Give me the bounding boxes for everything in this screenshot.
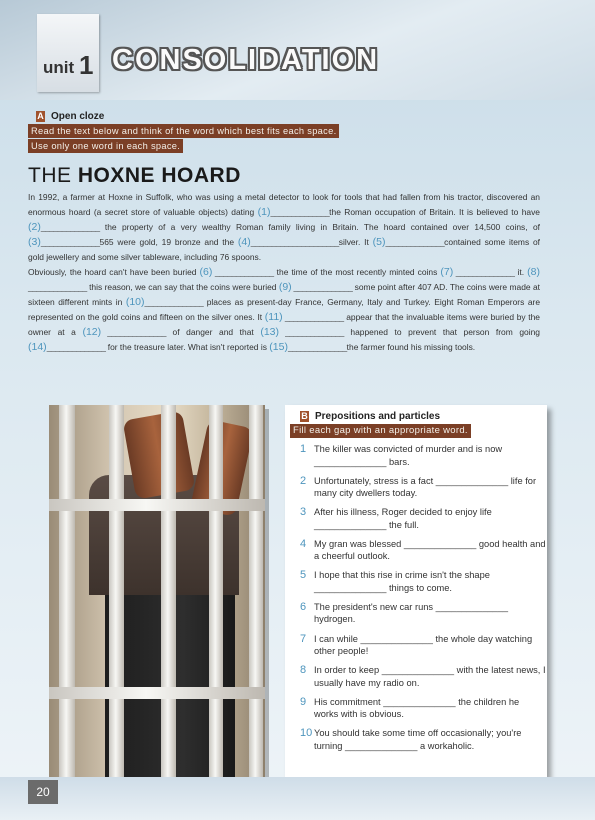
section-a-instruction-1: Read the text below and think of the word which best fits each space.	[28, 124, 339, 138]
exercise-item	[296, 538, 546, 563]
gap-number: (13)	[260, 326, 280, 339]
exercise-item	[296, 633, 546, 658]
prisoner-hand	[123, 410, 196, 499]
prison-bars-photo	[49, 405, 265, 777]
section-a-instruction-2: Use only one word in each space.	[28, 139, 183, 153]
page-title: CONSOLIDATION	[112, 44, 380, 76]
gap-number: (10)	[125, 296, 145, 309]
section-b-header	[300, 411, 440, 422]
exercise-item-number: 6	[300, 600, 307, 613]
exercise-item-text: My gran was blessed ______________ good health and a cheerful outlook.	[314, 538, 546, 562]
answer-gap: ______________	[453, 267, 515, 278]
gap-number: (9)	[278, 281, 292, 294]
gap-number: (4)	[237, 236, 251, 249]
answer-gap: ______________	[46, 342, 106, 353]
gap-number: (12)	[82, 326, 102, 339]
answer-gap: ______________	[385, 237, 445, 248]
article-title-part2: HOXNE HOARD	[77, 164, 241, 187]
text-run: Obviously, the hoard can't have been buried	[28, 267, 200, 278]
answer-gap: ______________	[40, 222, 100, 233]
exercise-item-text: The killer was convicted of murder and is now ______________ bars.	[314, 444, 503, 467]
gap-number: (6)	[199, 266, 213, 279]
exercise-item-number: 2	[300, 474, 307, 487]
exercise-item-number: 5	[300, 569, 307, 582]
exercise-item	[296, 475, 546, 500]
cloze-paragraph-2	[28, 265, 540, 355]
exercise-item-number: 9	[300, 695, 307, 708]
prison-bar	[161, 405, 176, 777]
text-run: silver. It	[338, 237, 373, 248]
exercise-item	[296, 443, 546, 468]
text-run: 565 were gold, 19 bronze and the	[99, 237, 238, 248]
text-run: it.	[514, 267, 528, 278]
text-run: some point after 407 AD. The coins were made at sixteen different mints in	[28, 282, 540, 308]
answer-gap: ______________	[40, 237, 100, 248]
gap-number: (11)	[264, 311, 283, 324]
exercise-item-text: His commitment ______________ the children he works with is obvious.	[314, 696, 520, 720]
text-run: In 1992, a farmer at Hoxne in Suffolk, who was using a metal detector to look for tools that had fallen from his tractor, discovered an enormous hoard (a secret store of valuable objects) dating	[28, 192, 540, 218]
exercise-item-text: I can while ______________ the whole day watching other people!	[314, 633, 533, 657]
section-a-heading: Open cloze	[51, 111, 105, 122]
article-title-part1: THE	[28, 164, 78, 187]
exercise-item	[296, 696, 546, 721]
exercise-item	[296, 727, 546, 752]
exercise-item-text: After his illness, Roger decided to enjoy life ______________ the full.	[314, 507, 492, 530]
answer-gap: ______________	[282, 312, 344, 323]
gap-number: (8)	[527, 266, 540, 279]
exercise-item-number: 3	[300, 506, 307, 519]
answer-gap: ______________	[270, 207, 330, 218]
exercise-item	[296, 664, 546, 689]
answer-gap: ______________	[287, 342, 347, 353]
prison-bar	[209, 405, 223, 777]
answer-gap: _____________________	[250, 237, 339, 248]
prison-bar	[59, 405, 75, 777]
exercise-item-number: 1	[300, 443, 307, 455]
article-title	[28, 164, 241, 188]
page-number: 20	[28, 780, 58, 804]
footer-band	[0, 777, 595, 820]
text-run: places as present-day France, Germany, Italy and Turkey. Eight Roman Emperors are represented on the gold coins and fifteen on the silver ones. It	[28, 297, 541, 323]
gap-number: (1)	[257, 206, 271, 219]
exercise-item	[296, 569, 546, 594]
text-run: this reason, we can say that the coins were buried	[86, 282, 279, 293]
unit-word: unit	[43, 58, 75, 77]
gap-number: (15)	[269, 341, 288, 354]
section-a-header	[36, 111, 104, 122]
exercise-item-number: 4	[300, 537, 307, 550]
cloze-text	[28, 190, 540, 356]
gap-number: (7)	[440, 266, 454, 279]
gap-number: (2)	[28, 221, 41, 234]
cloze-paragraph-1	[28, 190, 540, 265]
text-run: the time of the most recently minted coins	[273, 267, 441, 278]
answer-gap: ______________	[28, 282, 87, 293]
section-b-letter: B	[301, 411, 308, 421]
section-a-letter: A	[37, 111, 44, 121]
text-run: of danger and that	[165, 327, 261, 338]
answer-gap: ______________	[291, 282, 353, 293]
answer-gap: ______________	[101, 327, 166, 338]
gap-number: (14)	[28, 341, 47, 354]
exercise-item-text: In order to keep ______________ with the latest news, I usually have my radio on.	[314, 665, 546, 688]
exercise-item	[296, 601, 546, 626]
exercise-item	[296, 506, 546, 531]
header-banner	[0, 0, 595, 100]
exercise-item-number: 8	[300, 664, 307, 677]
text-run: the farmer found his missing tools.	[346, 342, 476, 353]
section-b-list	[296, 443, 546, 759]
prison-bar	[109, 405, 124, 777]
exercise-item-number: 10	[300, 727, 313, 740]
text-run: appear that the invaluable items were buried by the owner at a	[28, 312, 541, 338]
answer-gap: ______________	[144, 297, 204, 308]
prison-crossbar	[49, 687, 265, 699]
exercise-item-number: 7	[300, 632, 307, 645]
section-b-heading: Prepositions and particles	[315, 411, 441, 422]
exercise-item-text: Unfortunately, stress is a fact ______________ life for many city dwellers today.	[314, 475, 537, 499]
gap-number: (5)	[372, 236, 386, 249]
exercise-item-text: You should take some time off occasionally; you're turning ______________ a workaholic.	[314, 728, 522, 751]
section-b-instruction: Fill each gap with an appropriate word.	[290, 424, 471, 438]
prison-crossbar	[49, 499, 265, 511]
text-run: the property of a very wealthy Roman family living in Britain. The hoard contained over 14,500 coins, of	[99, 222, 540, 233]
answer-gap: ______________	[212, 267, 274, 278]
unit-number: 1	[79, 50, 94, 80]
text-run: for the treasure later. What isn't reported is	[105, 342, 270, 353]
gap-number: (3)	[28, 236, 41, 249]
text-run: happened to prevent that person from going	[343, 327, 540, 338]
text-run: contained some items of gold jewellery and some silver tableware, including 76 spoons.	[28, 237, 541, 263]
answer-gap: ______________	[279, 327, 344, 338]
exercise-item-text: I hope that this rise in crime isn't the shape ______________ things to come.	[314, 570, 490, 593]
prison-bar	[249, 405, 263, 777]
exercise-item-text: The president's new car runs ______________ hydrogen.	[314, 601, 509, 625]
unit-badge	[37, 14, 99, 92]
text-run: the Roman occupation of Britain. It is believed to have	[329, 207, 541, 218]
